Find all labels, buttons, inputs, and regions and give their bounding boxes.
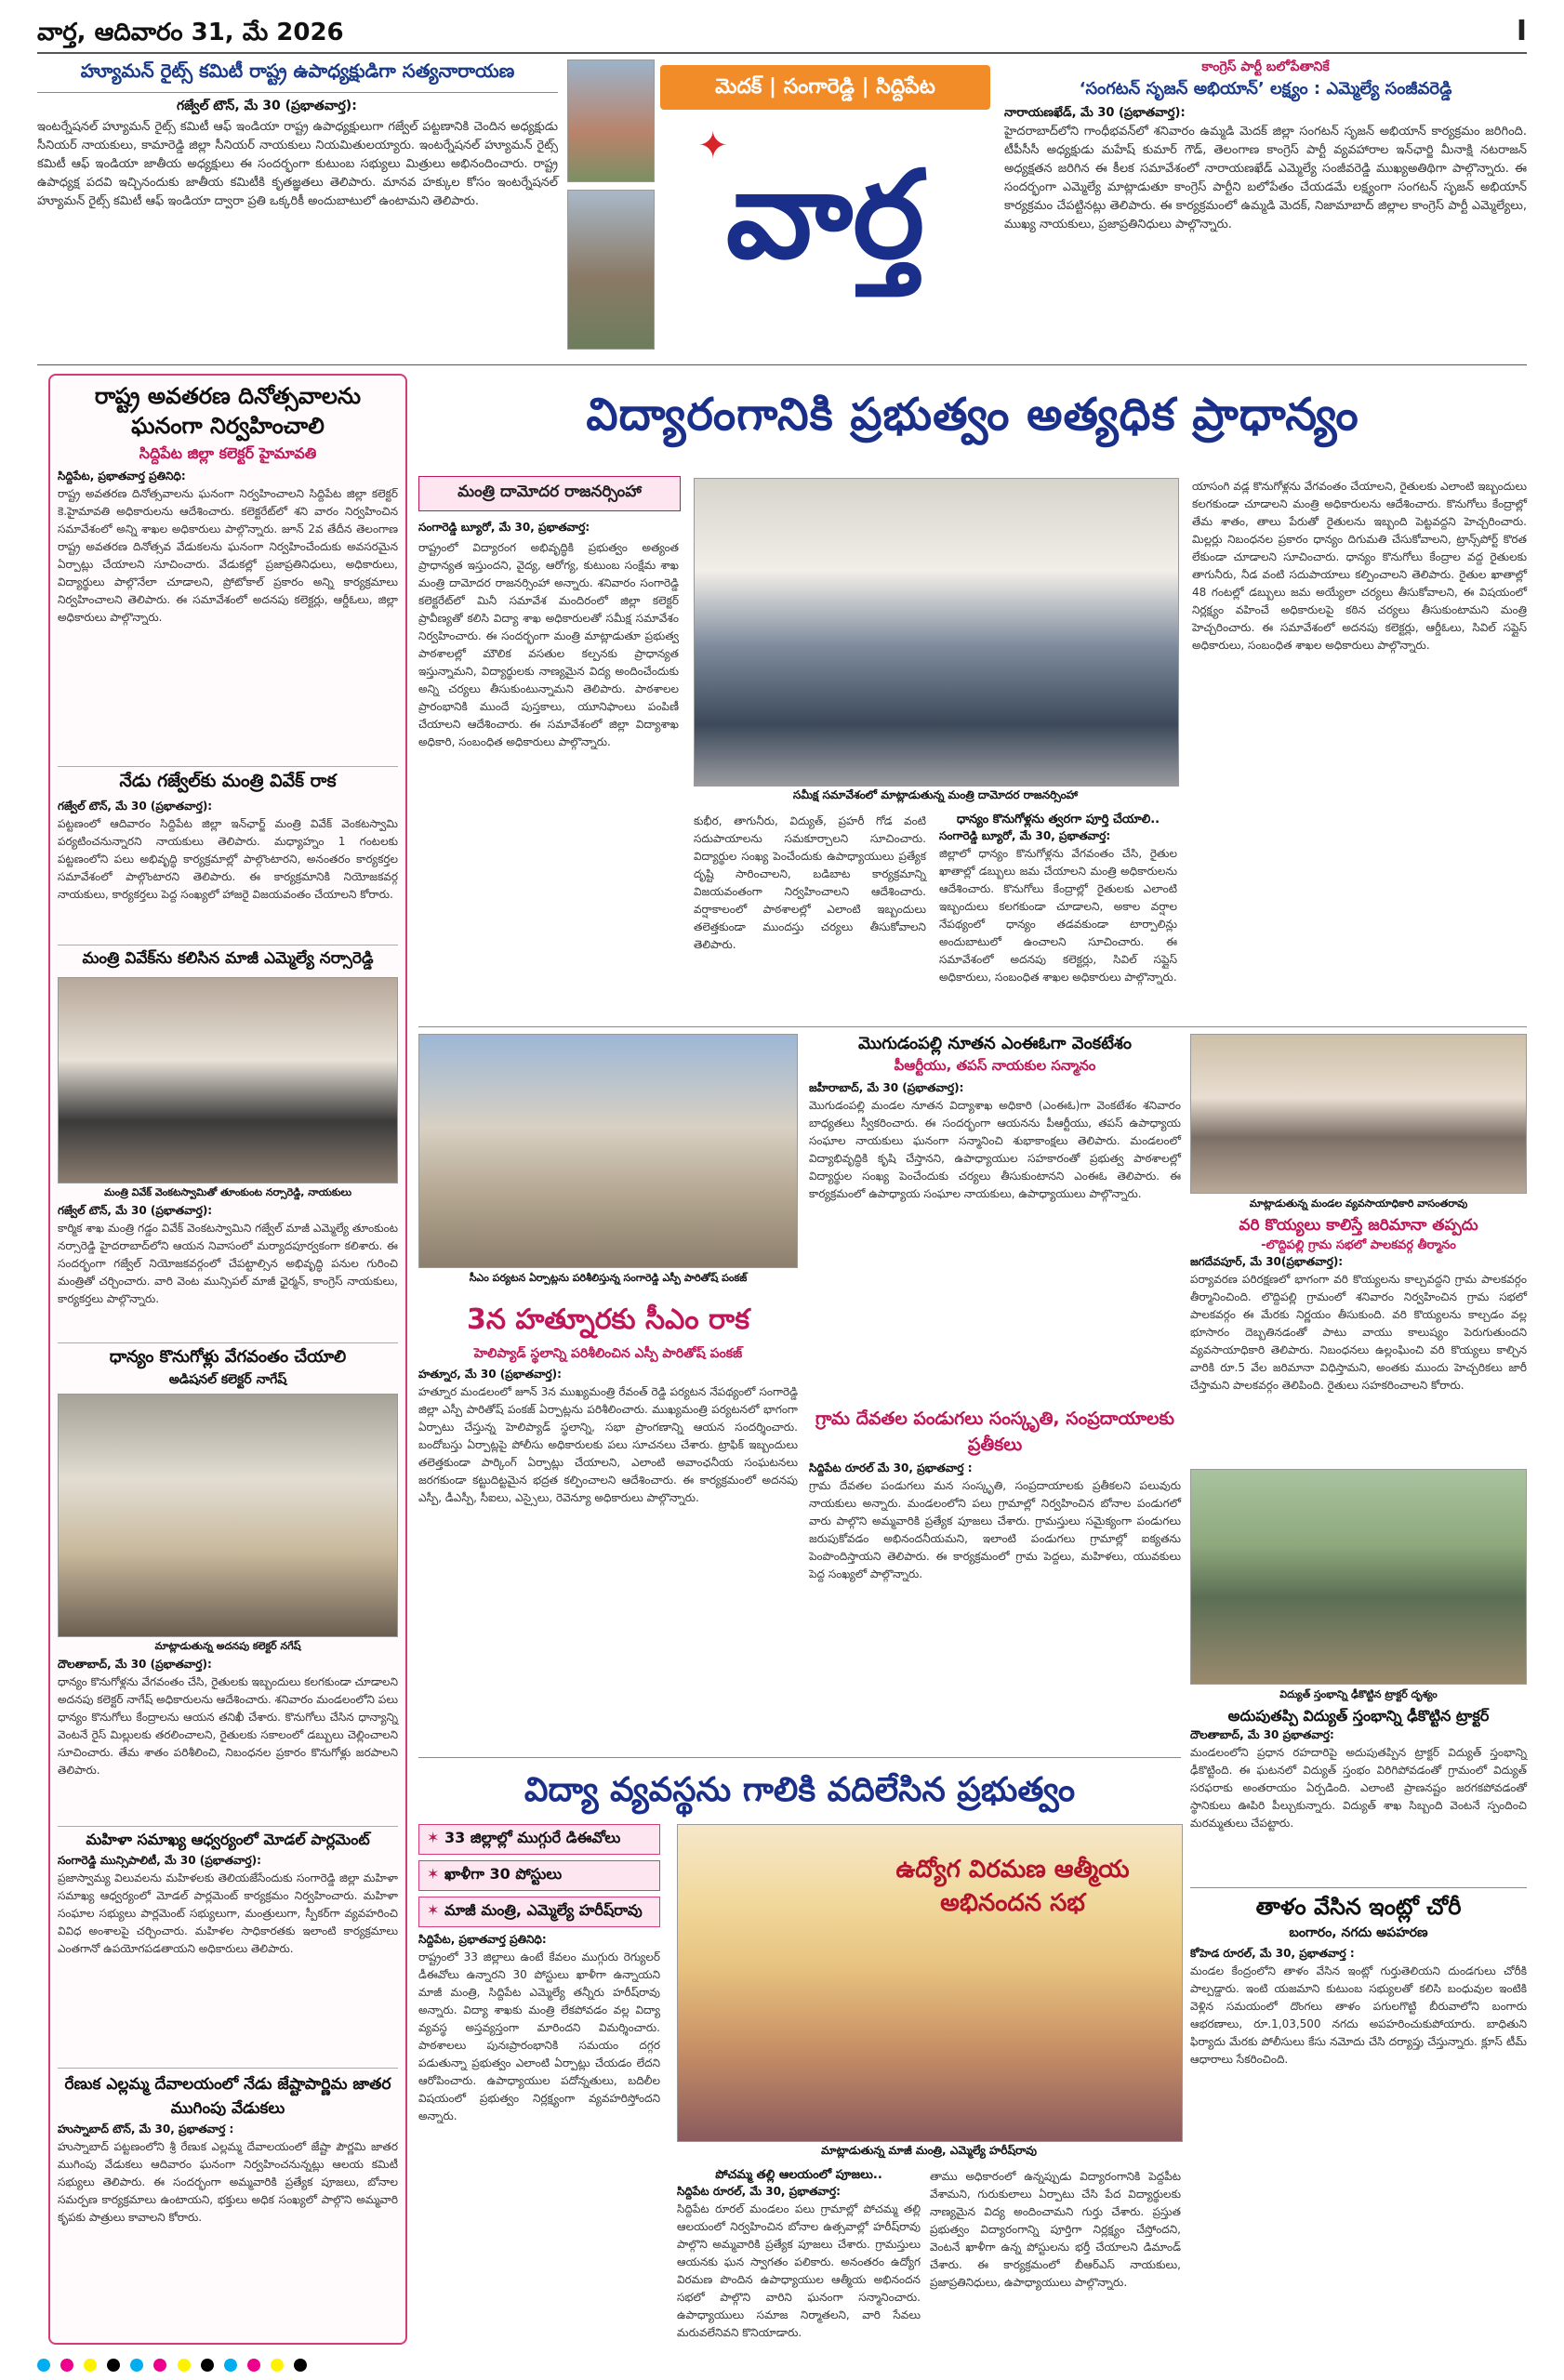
article-photo xyxy=(1190,1469,1527,1685)
divider xyxy=(37,364,1527,365)
story-sub2-body: సిద్దిపేట రూరల్ మండలం పలు గ్రామాల్లో పోచమ్మ తల్లి ఆలయంలో నిర్వహించిన బోనాల ఉత్సవాల్లో హరీష్‌రావు పాల్గొని అమ్మవారికి ప్రత్యేక పూజలు చేశారు. గ్రామస్తులు ఆయనకు ఘన స్వాగతం పలికారు. అనంతరం ఉద్యోగ విరమణ పొందిన ఉపాధ్యాయుల ఆత్మీయ అభినందన సభలో పాల్గొని వారిని ఘనంగా సన్మానించారు. ఉపాధ్యాయులు సమాజ నిర్మాతలని, వారి సేవలు మరువలేనివని కొనియాడారు. xyxy=(677,2202,921,2339)
article-headline: తాళం వేసిన ఇంట్లో చోరీ xyxy=(1190,1887,1527,1925)
star-icon: ✶ xyxy=(427,1865,444,1883)
lead-article xyxy=(418,465,1527,1023)
article-human-rights xyxy=(37,60,558,348)
lead-body: రాష్ట్రంలో విద్యారంగ అభివృద్ధికి ప్రభుత్వం అత్యంత ప్రాధాన్యత ఇస్తుందని, వైద్య, ఆరోగ్య, కుటుంబ సంక్షేమ శాఖ మంత్రి దామోదర రాజనర్సింహా అన్నారు. శనివారం సంగారెడ్డి కలెక్టరేట్‌లో మినీ సమావేశ మందిరంలో జిల్లా కలెక్టర్ ప్రావీణ్యతో కలిసి విద్యా శాఖ అధికారులతో సమీక్ష సమావేశం నిర్వహించారు. ఈ సందర్భంగా మంత్రి మాట్లాడుతూ ప్రభుత్వ పాఠశాలల్లో మౌలిక వసతుల కల్పనకు ప్రాధాన్యత ఇస్తున్నామని, విద్యార్థులకు నాణ్యమైన విద్య అందించేందుకు అన్ని చర్యలు తీసుకుంటున్నామని తెలిపారు. పాఠశాలల ప్రారంభానికి ముందే పుస్తకాలు, యూనిఫాంలు పంపిణీ చేయాలని ఆదేశించారు. ఈ సమావేశంలో జిల్లా విద్యాశాఖ అధికారి, సంబంధిత అధికారులు పాల్గొన్నారు. xyxy=(418,541,679,748)
article-headline: రాష్ట్ర అవతరణ దినోత్సవాలను ఘనంగా నిర్వహించాలి xyxy=(94,383,362,439)
article-subhead: సిద్దిపేట జిల్లా కలెక్టర్ హైమావతి xyxy=(139,444,317,462)
story-body-continued: తాము అధికారంలో ఉన్నప్పుడు విద్యారంగానికి పెద్దపీట వేశామని, గురుకులాలు ఏర్పాటు చేసి పేద విద్యార్థులకు నాణ్యమైన విద్య అందించామని గుర్తు చేశారు. ప్రస్తుత ప్రభుత్వం విద్యారంగాన్ని పూర్తిగా నిర్లక్ష్యం చేస్తోందని, వెంటనే ఖాళీగా ఉన్న పోస్టులను భర్తీ చేయాలని డిమాండ్ చేశారు. ఈ కార్యక్రమంలో బీఆర్ఎస్ నాయకులు, ప్రజాప్రతినిధులు, ఉపాధ్యాయులు పాల్గొన్నారు. xyxy=(930,2170,1181,2289)
page-number: I xyxy=(1516,15,1527,47)
article-body: హత్నూర మండలంలో జూన్ 3న ముఖ్యమంత్రి రేవంత్ రెడ్డి పర్యటన నేపథ్యంలో సంగారెడ్డి జిల్లా ఎస్పీ పారితోష్ పంకజ్ ఏర్పాట్లను పరిశీలించారు. ముఖ్యమంత్రి పర్యటనలో భాగంగా ఏర్పాటు చేస్తున్న హెలిప్యాడ్ స్థలాన్ని, సభా ప్రాంగణాన్ని ఆయన సందర్శించారు. బందోబస్తు ఏర్పాట్లపై పోలీసు అధికారులకు పలు సూచనలు చేశారు. ట్రాఫిక్ ఇబ్బందులు తలెత్తకుండా పార్కింగ్ ఏర్పాట్లు చేయాలని, ఎలాంటి అవాంఛనీయ సంఘటనలు జరగకుండా కట్టుదిట్టమైన భద్రత కల్పించాలని ఆదేశించారు. ఈ కార్యక్రమంలో అదనపు ఎస్పీ, డీఎస్పీ, సీఐలు, ఎస్సైలు, రెవెన్యూ అధికారులు పాల్గొన్నారు. xyxy=(418,1385,798,1504)
lead-subhead: మంత్రి దామోదర రాజనర్సింహా xyxy=(418,476,681,511)
article-subhead: బంగారం, నగదు అపహరణ xyxy=(1289,1925,1428,1940)
registration-dot xyxy=(130,2359,143,2372)
registration-dot xyxy=(107,2359,120,2372)
article-village-festival xyxy=(809,1406,1181,1750)
registration-dot xyxy=(224,2359,237,2372)
bullet-item: ✶ 33 జిల్లాల్లో ముగ్గురే డిఈవోలు xyxy=(418,1824,660,1855)
color-registration-bar xyxy=(37,2358,1527,2374)
article-stubble-burning xyxy=(1190,1034,1527,1461)
article-body: రాష్ట్ర అవతరణ దినోత్సవాలను ఘనంగా నిర్వహించాలని సిద్దిపేట జిల్లా కలెక్టర్ కె.హైమావతి అధికారులను ఆదేశించారు. కలెక్టరేట్‌లో శని వారం నిర్వహించిన సమావేశంలో అన్ని శాఖల అధికారులు పాల్గొన్నారు. జూన్ 2వ తేదీన తెలంగాణ రాష్ట్ర అవతరణ దినోత్సవ వేడుకలను ఘనంగా నిర్వహించేందుకు అవసరమైన ఏర్పాట్లు చేయాలని సూచించారు. వేడుకల్లో ప్రజాప్రతినిధులు, అధికారులు, విద్యార్థులు పాల్గొనేలా చూడాలని, ప్రోటోకాల్ ప్రకారం అన్ని కార్యక్రమాలు నిర్వహించాలని తెలిపారు. ఈ సమావేశంలో అదనపు కలెక్టర్లు, ఆర్డీఓలు, జిల్లా అధికారులు పాల్గొన్నారు. xyxy=(58,487,398,624)
article-body: ధాన్యం కొనుగోళ్లను వేగవంతం చేసి, రైతులకు ఇబ్బందులు కలగకుండా చూడాలని అదనపు కలెక్టర్ నాగేష్ అధికారులను ఆదేశించారు. శనివారం మండలంలోని పలు ధాన్యం కొనుగోలు కేంద్రాలను ఆయన తనిఖీ చేశారు. కొనుగోలు చేసిన ధాన్యాన్ని వెంటనే రైస్ మిల్లులకు తరలించాలని, రైతులకు సకాలంలో డబ్బులు చెల్లించాలని సూచించారు. తేమ శాతం పరిశీలించి, నిబంధనల ప్రకారం కొనుగోళ్లు జరపాలని తెలిపారు. xyxy=(58,1675,398,1777)
article-education-system xyxy=(418,1765,1181,2350)
article-formation-day xyxy=(58,381,398,764)
article-dateline: హుస్నాబాద్ టౌన్, మే 30, ప్రభాతవార్త : xyxy=(58,2122,234,2135)
banner-photo-top xyxy=(567,60,655,182)
article-body: హుస్నాబాద్ పట్టణంలోని శ్రీ రేణుక ఎల్లమ్మ దేవాలయంలో జేష్టా పౌర్ణమి జాతర ముగింపు వేడుకలు ఆదివారం ఘనంగా నిర్వహించనున్నట్లు ఆలయ కమిటీ సభ్యులు తెలిపారు. ఈ సందర్భంగా అమ్మవారికి ప్రత్యేక పూజలు, బోనాల సమర్పణ కార్యక్రమాలు ఉంటాయని, భక్తులు అధిక సంఖ్యలో పాల్గొని అమ్మవారి కృపకు పాత్రులు కావాలని కోరారు. xyxy=(58,2140,398,2224)
article-body: మొగుడంపల్లి మండల నూతన విద్యాశాఖ అధికారి (ఎంఈఓ)గా వెంకటేశం శనివారం బాధ్యతలు స్వీకరించారు. ఈ సందర్భంగా ఆయనను పీఆర్టీయు, తపస్ ఉపాధ్యాయ సంఘాల నాయకులు ఘనంగా సన్మానించి శుభాకాంక్షలు తెలిపారు. మండలంలో విద్యాభివృద్ధికి కృషి చేస్తానని, ఉపాధ్యాయుల సహకారంతో ప్రభుత్వ పాఠశాలల్లో విద్యార్థుల సంఖ్య పెంచేందుకు చర్యలు తీసుకుంటానని ఎంఈఓ తెలిపారు. ఈ కార్యక్రమంలో ఉపాధ్యాయ సంఘాల నాయకులు, ఉపాధ్యాయులు పాల్గొన్నారు. xyxy=(809,1099,1181,1200)
story-sub2 xyxy=(677,2168,921,2339)
article-body: మండలంలోని ప్రధాన రహదారిపై అదుపుతప్పిన ట్రాక్టర్ విద్యుత్ స్తంభాన్ని ఢీకొట్టింది. ఈ ఘటనలో విద్యుత్ స్తంభం విరిగిపోవడంతో గ్రామంలో విద్యుత్ సరఫరాకు అంతరాయం ఏర్పడింది. ఎలాంటి ప్రాణనష్టం జరగకపోవడంతో స్థానికులు ఊపిరి పీల్చుకున్నారు. విద్యుత్ శాఖ సిబ్బంది వెంటనే స్పందించి మరమ్మతులు చేపట్టారు. xyxy=(1190,1746,1527,1830)
lead-right-column: యాసంగి వడ్ల కొనుగోళ్లను వేగవంతం చేయాలని, రైతులకు ఎలాంటి ఇబ్బందులు కలగకుండా చూడాలని మంత్రి అధికారులను ఆదేశించారు. కొనుగోలు కేంద్రాల్లో తేమ శాతం, తాలు పేరుతో రైతులను ఇబ్బంది పెట్టవద్దని హెచ్చరించారు. మిల్లర్లు నిబంధనల ప్రకారం ధాన్యం దిగుమతి చేసుకోవాలని, ట్రాన్స్‌పోర్ట్ కొరత లేకుండా చూడాలని సూచించారు. ధాన్యం కొనుగోలు కేంద్రాల వద్ద రైతులకు తాగునీరు, నీడ వంటి సదుపాయాలు కల్పించాలని తెలిపారు. రైతుల ఖాతాల్లో 48 గంటల్లో డబ్బులు జమ అయ్యేలా చర్యలు తీసుకోవాలని, ఈ విషయంలో నిర్లక్ష్యం వహించే అధికారులపై కఠిన చర్యలు తీసుకుంటామని మంత్రి హెచ్చరించారు. ఈ సమావేశంలో అదనపు కలెక్టర్లు, ఆర్డీఓలు, సివిల్ సప్లైస్ అధికారులు, సంబంధిత శాఖల అధికారులు పాల్గొన్నారు. xyxy=(1192,480,1527,652)
article-narsareddy xyxy=(58,945,398,1350)
article-dateline: హత్నూర, మే 30 (ప్రభాతవార్త): xyxy=(418,1368,562,1381)
article-headline: రేణుక ఎల్లమ్మ దేవాలయంలో నేడు జేష్టాపార్ణిమ జాతర ముగింపు వేడుకలు xyxy=(58,2068,398,2121)
article-dateline: జగదేవపూర్, మే 30(ప్రభాతవార్త): xyxy=(1190,1255,1344,1268)
article-headline: ‘సంగటన్ సృజన్ అభియాన్’ లక్ష్యం : ఎమ్మెల్యే సంజీవరెడ్డి xyxy=(1079,79,1452,99)
registration-dot xyxy=(294,2359,307,2372)
logo-text: వార్త xyxy=(725,143,925,285)
registration-dot xyxy=(271,2359,284,2372)
article-dateline: గజ్వేల్ టౌన్, మే 30 (ప్రభాతవార్త): xyxy=(58,1204,213,1217)
article-body: గ్రామ దేవతల పండుగలు మన సంస్కృతి, సంప్రదాయాలకు ప్రతీకలని పలువురు నాయకులు అన్నారు. మండలంలోని పలు గ్రామాల్లో నిర్వహించిన బోనాల పండుగలో వారు పాల్గొని అమ్మవారికి ప్రత్యేక పూజలు చేశారు. గ్రామస్తులు సమైక్యంగా పండుగలు జరుపుకోవడం అభినందనీయమని, ఇలాంటి పండుగలు గ్రామాల్లో ఐక్యతను పెంపొందిస్తాయని తెలిపారు. ఈ కార్యక్రమంలో గ్రామ పెద్దలు, మహిళలు, యువకులు పెద్ద సంఖ్యలో పాల్గొన్నారు. xyxy=(809,1479,1181,1580)
article-headline: మహిళా సమాఖ్య ఆధ్వర్యంలో మోడల్ పార్లమెంట్ xyxy=(58,1826,398,1852)
left-column xyxy=(48,374,407,2345)
article-headline: వరి కొయ్యలు కాలిస్తే జరిమానా తప్పదు xyxy=(1239,1216,1478,1235)
article-dateline: దౌలతాబాద్, మే 30 ప్రభాతవార్త: xyxy=(1190,1728,1334,1741)
article-photo xyxy=(58,1394,398,1637)
article-headline: గ్రామ దేవతల పండుగలు సంస్కృతి, సంప్రదాయాలకు ప్రతీకలు xyxy=(815,1408,1174,1455)
article-caption: మాట్లాడుతున్న మండల వ్యవసాయాధికారి వాసంతరావు xyxy=(1249,1197,1468,1210)
article-minister-visit xyxy=(58,766,398,955)
article-body: మండల కేంద్రంలోని తాళం వేసిన ఇంట్లో గుర్తుతెలియని దుండగులు చోరీకి పాల్పడ్డారు. ఇంటి యజమాని కుటుంబ సభ్యులతో కలిసి బంధువుల ఇంటికి వెళ్లిన సమయంలో దొంగలు తాళం పగులగొట్టి బీరువాలోని బంగారు ఆభరణాలు, రూ.1,03,500 నగదు అపహరించుకుపోయారు. బాధితుని ఫిర్యాదు మేరకు పోలీసులు కేసు నమోదు చేసి దర్యాప్తు చేస్తున్నారు. క్లూస్ టీమ్ ఆధారాలు సేకరించింది. xyxy=(1190,1964,1527,2066)
article-model-parliament xyxy=(58,1826,398,2056)
article-photo xyxy=(58,977,398,1183)
article-headline: 3న హత్నూరకు సీఎం రాక xyxy=(466,1303,750,1336)
article-headline: ధాన్యం కొనుగోళ్లు వేగవంతం చేయాలి xyxy=(58,1342,398,1370)
article-photo xyxy=(1190,1034,1527,1194)
star-icon: ✶ xyxy=(427,1901,444,1919)
article-caption: మాట్లాడుతున్న అదనపు కలెక్టర్ నగేష్ xyxy=(154,1640,301,1652)
registration-dot xyxy=(178,2359,191,2372)
article-dateline: కోహెడ రూరల్, మే 30, ప్రభాతవార్త : xyxy=(1190,1947,1355,1960)
article-congress xyxy=(1004,60,1527,357)
lead-dateline: సంగారెడ్డి బ్యూరో, మే 30, ప్రభాతవార్త: xyxy=(418,521,590,534)
article-caption: సీఎం పర్యటన ఏర్పాట్లను పరిశీలిస్తున్న సంగారెడ్డి ఎస్పీ పారితోష్ పంకజ్ xyxy=(469,1272,748,1284)
divider xyxy=(418,1757,1181,1758)
edition-regions: మెదక్ | సంగారెడ్డి | సిద్దిపేట xyxy=(660,65,990,110)
article-dateline: సిద్దిపేట, ప్రభాతవార్త ప్రతినిధి: xyxy=(418,1933,547,1946)
banner-photo-bottom xyxy=(567,190,655,350)
article-cm-visit xyxy=(418,1034,798,1750)
article-kicker: కాంగ్రెస్ పార్టీ బలోపేతానికే xyxy=(1201,60,1330,74)
registration-dot xyxy=(153,2359,166,2372)
lead-body-continued: కుభీర, తాగునీరు, విద్యుత్, ప్రహరీ గోడ వంటి సదుపాయాలను సమకూర్చాలని సూచించారు. విద్యార్థుల సంఖ్య పెంచేందుకు ఉపాధ్యాయులు ప్రత్యేక దృష్టి సారించాలని, బడిబాట కార్యక్రమాన్ని విజయవంతంగా నిర్వహించాలని ఆదేశించారు. వర్షాకాలంలో పాఠశాలల్లో ఎలాంటి ఇబ్బందులు తలెత్తకుండా ముందస్తు చర్యలు తీసుకోవాలని తెలిపారు. xyxy=(694,814,926,951)
lead-headline: విద్యారంగానికి ప్రభుత్వం అత్యధిక ప్రాధాన్యం xyxy=(586,389,1359,441)
article-dateline: సిద్దిపేట, ప్రభాతవార్త ప్రతినిధి: xyxy=(58,469,186,483)
article-subhead: హెలిప్యాడ్ స్థలాన్ని పరిశీలించిన ఎస్పీ పారితోష్ పంకజ్ xyxy=(473,1346,743,1361)
article-photo xyxy=(418,1034,798,1268)
registration-dot xyxy=(60,2359,73,2372)
divider xyxy=(418,1026,1527,1027)
article-headline: అదుపుతప్పి విద్యుత్ స్తంభాన్ని ఢీకొట్టిన ట్రాక్టర్ xyxy=(1227,1707,1490,1725)
article-body: పట్టణంలో ఆదివారం సిద్దిపేట జిల్లా ఇన్‌ఛార్జ్ మంత్రి వివేక్ వెంకటస్వామి పర్యటించనున్నారని నాయకులు తెలిపారు. మధ్యాహ్నం 1 గంటలకు పట్టణంలోని పలు అభివృద్ధి కార్యక్రమాల్లో పాల్గొంటారని, అనంతరం కార్యకర్తల సమావేశంలో పాల్గొంటారని తెలిపారు. ఈ కార్యక్రమానికి నియోజకవర్గ నాయకులు, కార్యకర్తలు పెద్ద సంఖ్యలో హాజరై విజయవంతం చేయాలని కోరారు. xyxy=(58,817,398,901)
lead-sub2-body: జిల్లాలో ధాన్యం కొనుగోళ్లను వేగవంతం చేసి, రైతుల ఖాతాల్లో డబ్బులు జమ చేయాలని మంత్రి అధికారులను ఆదేశించారు. కొనుగోలు కేంద్రాల్లో రైతులకు ఎలాంటి ఇబ్బందులు కలగకుండా చూడాలని, అకాల వర్షాల నేపథ్యంలో ధాన్యం తడవకుండా టార్పాలిన్లు అందుబాటులో ఉంచాలని సూచించారు. ఈ సమావేశంలో అదనపు కలెక్టర్లు, సివిల్ సప్లైస్ అధికారులు, సంబంధిత శాఖల అధికారులు పాల్గొన్నారు. xyxy=(939,847,1177,984)
registration-dot xyxy=(201,2359,214,2372)
article-subhead: -లొద్దిపల్లి గ్రామ సభలో పాలకవర్గ తీర్మానం xyxy=(1261,1238,1456,1252)
lead-photo xyxy=(694,478,1179,787)
article-subhead: పీఆర్టీయు, తపస్ నాయకుల సన్మానం xyxy=(894,1057,1096,1074)
logo xyxy=(660,125,990,338)
article-yellamma-temple xyxy=(58,2068,398,2324)
story-sub2-title: పోచమ్మ తల్లి ఆలయంలో పూజలు.. xyxy=(715,2168,882,2182)
article-dateline: దౌలతాబాద్, మే 30 (ప్రభాతవార్త): xyxy=(58,1658,212,1671)
lead-caption: సమీక్ష సమావేశంలో మాట్లాడుతున్న మంత్రి దామోదర రాజనర్సింహా xyxy=(792,788,1079,801)
registration-dot xyxy=(37,2359,50,2372)
masthead: వార్త, ఆదివారం 31, మే 2026 xyxy=(37,19,344,46)
lead-sub2-dateline: సంగారెడ్డి బ్యూరో, మే 30, ప్రభాతవార్త: xyxy=(939,829,1111,842)
article-headline: మొగుడంపల్లి నూతన ఎంఈఓగా వెంకటేశం xyxy=(857,1034,1133,1053)
article-subhead: అడిషనల్ కలెక్టర్ నాగేష్ xyxy=(168,1372,287,1387)
article-theft xyxy=(1190,1887,1527,2352)
article-headline: విద్యా వ్యవస్థను గాలికి వదిలేసిన ప్రభుత్వం xyxy=(524,1771,1076,1809)
article-grain-purchase xyxy=(58,1342,398,1831)
article-dateline: సిద్దిపేట రూరల్ మే 30, ప్రభాతవార్త : xyxy=(809,1461,973,1474)
article-dateline: గజ్వేల్ టౌన్, మే 30 (ప్రభాతవార్త): xyxy=(177,99,357,113)
registration-dot xyxy=(247,2359,260,2372)
article-dateline: గజ్వేల్ టౌన్, మే 30 (ప్రభాతవార్త): xyxy=(58,800,213,813)
photo-banner-text: ఉద్యోగ విరమణ ఆత్మీయ అభినందన సభ xyxy=(895,1856,1130,1917)
edition-banner xyxy=(567,60,995,357)
article-body: కార్మిక శాఖ మంత్రి గడ్డం వివేక్ వెంకటస్వామిని గజ్వేల్ మాజీ ఎమ్మెల్యే తూంకుంట నర్సారెడ్డి హైదరాబాద్‌లోని ఆయన నివాసంలో మర్యాదపూర్వకంగా కలిశారు. ఈ సందర్భంగా గజ్వేల్ నియోజకవర్గంలో చేపట్టాల్సిన అభివృద్ధి పనుల గురించి మంత్రితో చర్చించారు. వారి వెంట మున్సిపల్ మాజీ ఛైర్మన్, కాంగ్రెస్ నాయకులు, కార్యకర్తలు పాల్గొన్నారు. xyxy=(58,1222,398,1305)
article-caption: మాట్లాడుతున్న మాజీ మంత్రి, ఎమ్మెల్యే హరీష్‌రావు xyxy=(821,2144,1037,2157)
article-dateline: జహీరాబాద్, మే 30 (ప్రభాతవార్త): xyxy=(809,1081,964,1094)
article-headline: నేడు గజ్వేల్‌కు మంత్రి వివేక్ రాక xyxy=(58,766,398,796)
article-body: రాష్ట్రంలో 33 జిల్లాలు ఉంటే కేవలం ముగ్గురు రెగ్యులర్ డీఈవోలు ఉన్నారని 30 పోస్టులు ఖాళీగా ఉన్నాయని మాజీ మంత్రి, సిద్దిపేట ఎమ్మెల్యే తన్నీరు హరీష్‌రావు అన్నారు. విద్యా శాఖకు మంత్రి లేకపోవడం వల్ల విద్యా వ్యవస్థ అస్తవ్యస్తంగా మారిందని విమర్శించారు. పాఠశాలలు పునఃప్రారంభానికి సమయం దగ్గర పడుతున్నా ప్రభుత్వం ఎలాంటి ఏర్పాట్లు చేయడం లేదని ఆరోపించారు. ఉపాధ్యాయుల పదోన్నతులు, బదిలీల విషయంలో ప్రభుత్వం నిర్లక్ష్యంగా వ్యవహరిస్తోందని అన్నారు. xyxy=(418,1950,660,2122)
article-body: పర్యావరణ పరిరక్షణలో భాగంగా వరి కొయ్యలను కాల్చవద్దని గ్రామ పాలకవర్గం తీర్మానించింది. లొద్దిపల్లి గ్రామంలో శనివారం నిర్వహించిన గ్రామ సభలో పాలకవర్గం ఈ మేరకు నిర్ణయం తీసుకుంది. వరి కొయ్యలను కాల్చడం వల్ల భూసారం దెబ్బతినడంతో పాటు వాయు కాలుష్యం పెరుగుతుందని వ్యవసాయాధికారి తెలిపారు. నిబంధనలు ఉల్లంఘించి వరి కొయ్యలు కాల్చిన వారికి రూ.5 వేల జరిమానా విధిస్తామని, అంతకు ముందు హెచ్చరికలు జారీ చేస్తామని పాలకవర్గం తెలిపింది. రైతులు సహకరించాలని కోరారు. xyxy=(1190,1273,1527,1392)
article-headline: మంత్రి వివేక్‌ను కలిసిన మాజీ ఎమ్మెల్యే నర్సారెడ్డి xyxy=(58,945,398,972)
article-caption: విద్యుత్ స్తంభాన్ని ఢీకొట్టిన ట్రాక్టర్ దృశ్యం xyxy=(1279,1688,1438,1700)
article-body: హైదరాబాద్‌లోని గాంధీభవన్‌లో శనివారం ఉమ్మడి మెదక్ జిల్లా సంగటన్ సృజన్ అభియాన్ కార్యక్రమం జరిగింది. టీపీసీసీ అధ్యక్షుడు మహేష్ కుమార్ గౌడ్, తెలంగాణ కాంగ్రెస్ పార్టీ వ్యవహారాల ఇన్‌ఛార్జి మీనాక్షి నటరాజన్ అధ్యక్షతన జరిగిన ఈ కీలక సమావేశంలో నారాయణఖేడ్ ఎమ్మెల్యే సంజీవరెడ్డి ముఖ్యఅతిథిగా పాల్గొన్నారు. ఈ సందర్భంగా ఎమ్మెల్యే మాట్లాడుతూ కాంగ్రెస్ పార్టీని బలోపేతం చేయడమే లక్ష్యంగా సంగటన్ సృజన్ అభియాన్ కార్యక్రమం చేపట్టినట్లు తెలిపారు. ఈ కార్యక్రమంలో ఉమ్మడి మెదక్, నిజామాబాద్ జిల్లాల కాంగ్రెస్ పార్టీ ఎమ్మెల్యేలు, ముఖ్య నాయకులు, ప్రజాప్రతినిధులు పాల్గొన్నారు. xyxy=(1004,125,1527,231)
star-icon: ✶ xyxy=(427,1829,444,1846)
article-body: ప్రజాస్వామ్య విలువలను మహిళలకు తెలియజేసేందుకు సంగారెడ్డి జిల్లా మహిళా సమాఖ్య ఆధ్వర్యంలో మోడల్ పార్లమెంట్ కార్యక్రమం నిర్వహించారు. మహిళా సంఘాల సభ్యులు పార్లమెంట్ సభ్యులుగా, మంత్రులుగా, స్పీకర్‌గా వ్యవహరించి వివిధ అంశాలపై చర్చించారు. మహిళల సాధికారతకు ఇలాంటి కార్యక్రమాలు ఎంతగానో ఉపయోగపడతాయని అధికారులు తెలిపారు. xyxy=(58,1871,398,1955)
masthead-bar xyxy=(37,11,1527,54)
article-headline: హ్యూమన్ రైట్స్ కమిటీ రాష్ట్ర ఉపాధ్యక్షుడిగా సత్యనారాయణ xyxy=(37,60,558,93)
article-meo xyxy=(809,1034,1181,1396)
bullet-item: ✶ మాజీ మంత్రి, ఎమ్మెల్యే హరీష్‌రావు xyxy=(418,1897,660,1927)
registration-dot xyxy=(84,2359,97,2372)
article-tractor xyxy=(1190,1469,1527,1878)
logo-bird-icon: ✦ xyxy=(697,125,729,167)
lead-sub2-title: ధాన్యం కొనుగోళ్లను త్వరగా పూర్తి చేయాలి.. xyxy=(956,813,1160,826)
article-dateline: సంగారెడ్డి మున్సిపాలిటీ, మే 30 (ప్రభాతవార్త): xyxy=(58,1854,261,1867)
story-sub2-dateline: సిద్దిపేట రూరల్, మే 30, ప్రభాతవార్త: xyxy=(677,2185,841,2198)
article-body: ఇంటర్నేషనల్ హ్యూమన్ రైట్స్ కమిటీ ఆఫ్ ఇండియా రాష్ట్ర ఉపాధ్యక్షులుగా గజ్వేల్ పట్టణానికి చెందిన అధ్యక్షుడు సీనియర్ నాయకులు, కామారెడ్డి జిల్లా సీనియర్ నాయకులు నియమితులయ్యారు. ఇంటర్నేషనల్ హ్యూమన్ రైట్స్ కమిటీ ఆఫ్ ఇండియా జాతీయ అధ్యక్షులు ఈ సందర్భంగా కుటుంబ సభ్యులు మిత్రులు అభినందించారు. రాష్ట్ర ఉపాధ్యక్ష పదవి ఇచ్చినందుకు జాతీయ కమిటీకి కృతజ్ఞతలు తెలిపారు. మానవ హక్కుల కోసం ఇంటర్నేషనల్ హ్యూమన్ రైట్స్ కమిటీ ఆఫ్ ఇండియా ద్వారా ప్రతి ఒక్కరికీ అందుబాటులో ఉంటామని తెలిపారు. xyxy=(37,120,558,208)
bullet-list xyxy=(418,1824,660,2283)
lead-sub2 xyxy=(939,813,1177,1003)
article-dateline: నారాయణఖేడ్, మే 30 (ప్రభాతవార్త): xyxy=(1004,106,1186,120)
article-caption: మంత్రి వివేక్ వెంకటస్వామితో తూంకుంట నర్సారెడ్డి, నాయకులు xyxy=(104,1186,351,1198)
article-photo xyxy=(677,1824,1183,2142)
bullet-item: ✶ ఖాళీగా 30 పోస్టులు xyxy=(418,1860,660,1891)
